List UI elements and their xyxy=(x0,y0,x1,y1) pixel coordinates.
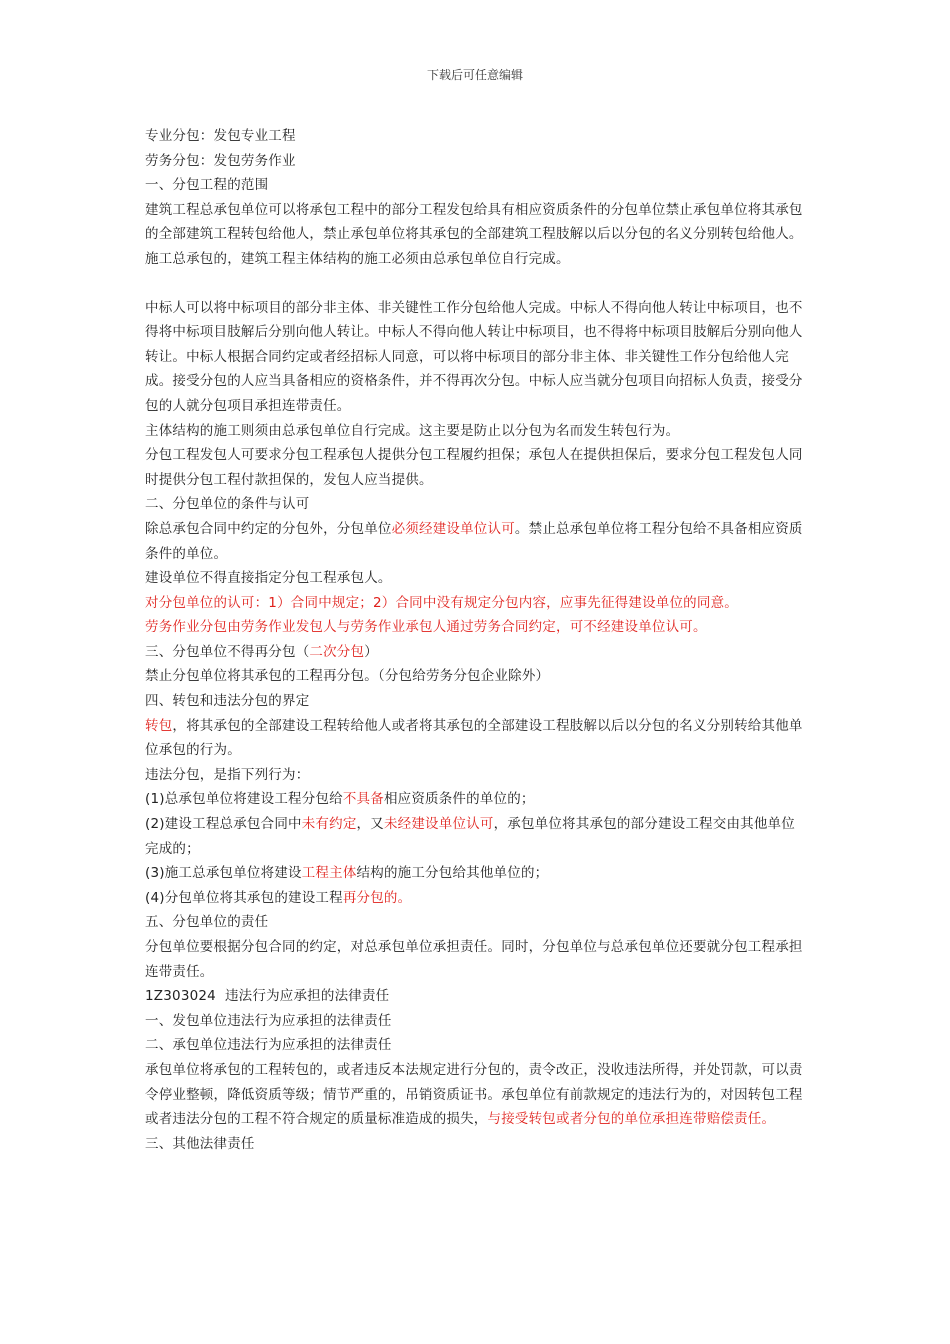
paragraph: 中标人可以将中标项目的部分非主体、非关键性工作分包给他人完成。中标人不得向他人转让中标项目，也不得将中标项目肢解后分别向他人转让。中标人不得向他人转让中标项目，也不得将中标项目肢解后分别向他人转让。中标人根据合同约定或者经招标人同意，可以将中标项目的部分非主体、非关键性工作分包给他人完成。接受分包的人应当具备相应的资格条件，并不得再次分包。中标人应当就分包项目向招标人负责，接受分包的人就分包项目承担连带责任。 xyxy=(145,299,803,414)
paragraph xyxy=(145,517,807,566)
list-item xyxy=(145,787,807,812)
section-heading: 三、其他法律责任 xyxy=(145,1135,255,1152)
list-item xyxy=(145,861,807,886)
highlight-text: 二次分包 xyxy=(309,643,365,660)
section-heading: 一、分包工程的范围 xyxy=(145,177,269,194)
paragraph: 分包工程发包人可要求分包工程承包人提供分包工程履约担保；承包人在提供担保后，要求分包工程发包人同时提供分包工程付款担保的，发包人应当提供。 xyxy=(145,447,803,488)
highlight-text: 必须经建设单位认可 xyxy=(391,520,515,537)
paragraph: 主体结构的施工则须由总承包单位自行完成。这主要是防止以分包为名而发生转包行为。 xyxy=(145,422,680,439)
list-item xyxy=(145,812,807,861)
paragraph xyxy=(145,714,807,763)
blank-line xyxy=(145,272,807,296)
page-header: 下载后可任意编辑 xyxy=(426,68,523,82)
section-code: 1Z303024 xyxy=(145,988,216,1005)
text-run: 。禁止总承包单位将工程分包给不具备相应资质条件的单位。 xyxy=(145,520,803,562)
highlight-text: 与接受转包或者分包的单位承担连带赔偿责任。 xyxy=(487,1111,776,1128)
section-heading: 五、分包单位的责任 xyxy=(145,914,269,931)
section-heading: 二、分包单位的条件与认可 xyxy=(145,496,310,513)
paragraph xyxy=(145,1058,807,1132)
highlight-text: 转包 xyxy=(145,717,173,734)
highlight-paragraph: 劳务作业分包由劳务作业发包人与劳务作业承包人通过劳务合同约定，可不经建设单位认可。 xyxy=(145,619,707,636)
paragraph: 建设单位不得直接指定分包工程承包人。 xyxy=(145,570,392,587)
chapter-heading xyxy=(145,984,807,1009)
text-run: 三、分包单位不得再分包（ xyxy=(145,643,310,660)
text-run: 结构的施工分包给其他单位的； xyxy=(356,865,549,882)
text-run: ，又 xyxy=(356,816,384,833)
text-run: 除总承包合同中约定的分包外，分包单位 xyxy=(145,520,392,537)
paragraph: 禁止分包单位将其承包的工程再分包。（分包给劳务分包企业除外） xyxy=(145,668,550,685)
section-heading: 四、转包和违法分包的界定 xyxy=(145,693,310,710)
text-run: (2)建设工程总承包合同中 xyxy=(145,816,302,833)
highlight-paragraph: 对分包单位的认可：1）合同中规定；2）合同中没有规定分包内容，应事先征得建设单位的同意。 xyxy=(145,594,738,611)
text-run: (3)施工总承包单位将建设 xyxy=(145,865,302,882)
text-run: ，将其承包的全部建设工程转给他人或者将其承包的全部建设工程肢解以后以分包的名义分别转给其他单位承包的行为。 xyxy=(145,717,803,759)
text-run: ，承包单位将其承包的部分建设工程交由其他单位完成的； xyxy=(145,816,795,857)
paragraph: 建筑工程总承包单位可以将承包工程中的部分工程发包给具有相应资质条件的分包单位禁止承包单位将其承包的全部建筑工程转包给他人，禁止承包单位将其承包的全部建筑工程肢解以后以分包的名义分别转包给他人。施工总承包的，建筑工程主体结构的施工必须由总承包单位自行完成。 xyxy=(145,201,803,267)
section-title: 违法行为应承担的法律责任 xyxy=(224,988,390,1005)
section-heading xyxy=(145,640,807,665)
section-heading: 一、发包单位违法行为应承担的法律责任 xyxy=(145,1012,392,1029)
paragraph: 违法分包，是指下列行为： xyxy=(145,766,310,783)
text-run: (4)分包单位将其承包的建设工程 xyxy=(145,889,343,906)
highlight-text: 再分包的。 xyxy=(342,889,412,906)
list-item xyxy=(145,886,807,911)
section-heading: 二、承包单位违法行为应承担的法律责任 xyxy=(145,1037,392,1054)
highlight-text: 不具备 xyxy=(342,791,384,808)
document-body xyxy=(145,124,807,1156)
text-run: ） xyxy=(364,643,378,660)
highlight-text: 未经建设单位认可 xyxy=(383,816,494,833)
paragraph: 劳务分包：发包劳务作业 xyxy=(145,152,296,169)
highlight-text: 工程主体 xyxy=(301,865,357,882)
highlight-text: 未有约定 xyxy=(301,816,357,833)
paragraph: 分包单位要根据分包合同的约定，对总承包单位承担责任。同时，分包单位与总承包单位还要就分包工程承担连带责任。 xyxy=(145,939,803,980)
text-run: 相应资质条件的单位的； xyxy=(383,791,535,808)
paragraph: 专业分包：发包专业工程 xyxy=(145,128,296,144)
text-run: (1)总承包单位将建设工程分包给 xyxy=(145,791,343,808)
text-run: 承包单位将承包的工程转包的，或者违反本法规定进行分包的，责令改正，没收违法所得，并处罚款，可以责令停业整顿，降低资质等级；情节严重的，吊销资质证书。承包单位有前款规定的违法行为的，对因转包工程或者违法分包的工程不符合规定的质量标准造成的损失， xyxy=(145,1061,803,1128)
